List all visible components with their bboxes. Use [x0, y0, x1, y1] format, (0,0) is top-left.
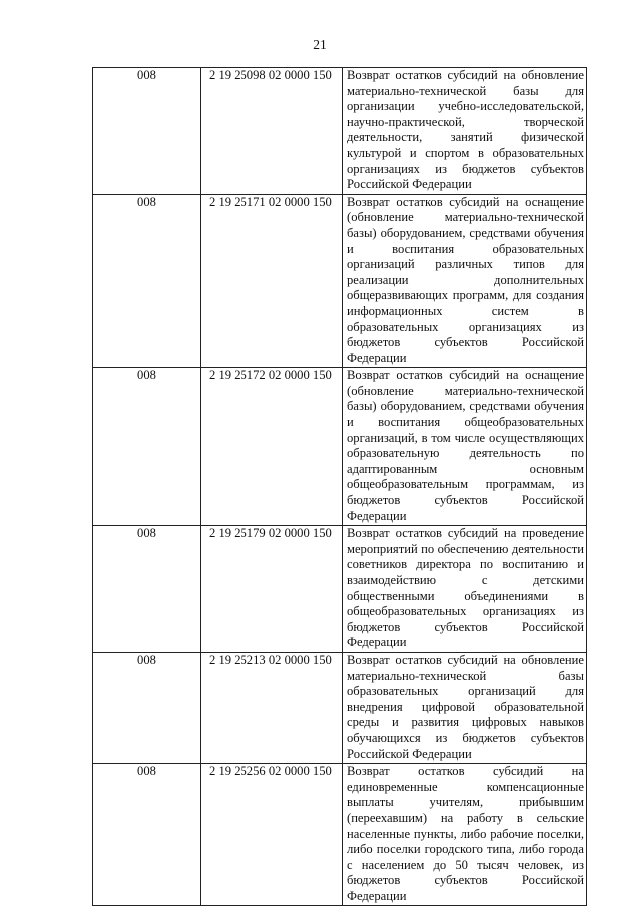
budget-code-cell: 2 19 25098 02 0000 150 — [201, 68, 343, 195]
budget-code-cell: 2 19 25172 02 0000 150 — [201, 368, 343, 526]
income-name-cell — [343, 526, 587, 653]
admin-code-cell: 008 — [93, 652, 201, 763]
table-row — [93, 68, 587, 195]
admin-code-cell: 008 — [93, 368, 201, 526]
income-name-cell — [343, 368, 587, 526]
income-name-text: Возврат остатков субсидий на обновление материально-технической базы для организации учебно-исследовательской, научно-практической, творческой деятельности, занятий физической культурой и спортом в образовательных организациях из бюджетов субъектов Российской Федерации — [347, 68, 584, 192]
budget-codes-table — [92, 67, 587, 906]
income-name-cell — [343, 764, 587, 906]
table-row — [93, 194, 587, 368]
admin-code-cell: 008 — [93, 68, 201, 195]
budget-code-cell: 2 19 25213 02 0000 150 — [201, 652, 343, 763]
admin-code-cell: 008 — [93, 526, 201, 653]
table-row — [93, 368, 587, 526]
admin-code-cell: 008 — [93, 194, 201, 368]
admin-code-cell: 008 — [93, 764, 201, 906]
table-row — [93, 526, 587, 653]
budget-code-cell: 2 19 25179 02 0000 150 — [201, 526, 343, 653]
income-name-text: Возврат остатков субсидий на единовременные компенсационные выплаты учителям, прибывшим (переехавшим) на работу в сельские населенные пункты, либо рабочие поселки, либо поселки городского типа, либо города с населением до 50 тысяч человек, из бюджетов субъектов Российской Федерации — [347, 764, 584, 903]
income-name-cell — [343, 68, 587, 195]
budget-code-cell: 2 19 25256 02 0000 150 — [201, 764, 343, 906]
table-row — [93, 652, 587, 763]
income-name-text: Возврат остатков субсидий на обновление материально-технической базы образовательных организаций для внедрения цифровой образовательной среды и развития цифровых навыков обучающихся из бюджетов субъектов Российской Федерации — [347, 652, 584, 761]
table-row — [93, 764, 587, 906]
income-name-text: Возврат остатков субсидий на оснащение (обновление материально-технической базы) оборудованием, средствами обучения и воспитания общеобразовательных организаций, в том числе осуществляющих образовательную деятельность по адаптированным основным общеобразовательным программам, из бюджетов субъектов Российской Федерации — [347, 368, 584, 523]
income-name-cell — [343, 652, 587, 763]
budget-code-cell: 2 19 25171 02 0000 150 — [201, 194, 343, 368]
page-number: 21 — [313, 37, 327, 52]
income-name-text: Возврат остатков субсидий на проведение мероприятий по обеспечению деятельности советников директора по воспитанию и взаимодействию с детскими общественными объединениями в общеобразовательных организациях из бюджетов субъектов Российской Федерации — [347, 526, 584, 650]
income-name-text: Возврат остатков субсидий на оснащение (обновление материально-технической базы) оборудованием, средствами обучения и воспитания образовательных организаций различных типов для реализации дополнительных общеразвивающих программ, для создания информационных систем в образовательных организациях из бюджетов субъектов Российской Федерации — [347, 194, 584, 365]
income-name-cell — [343, 194, 587, 368]
